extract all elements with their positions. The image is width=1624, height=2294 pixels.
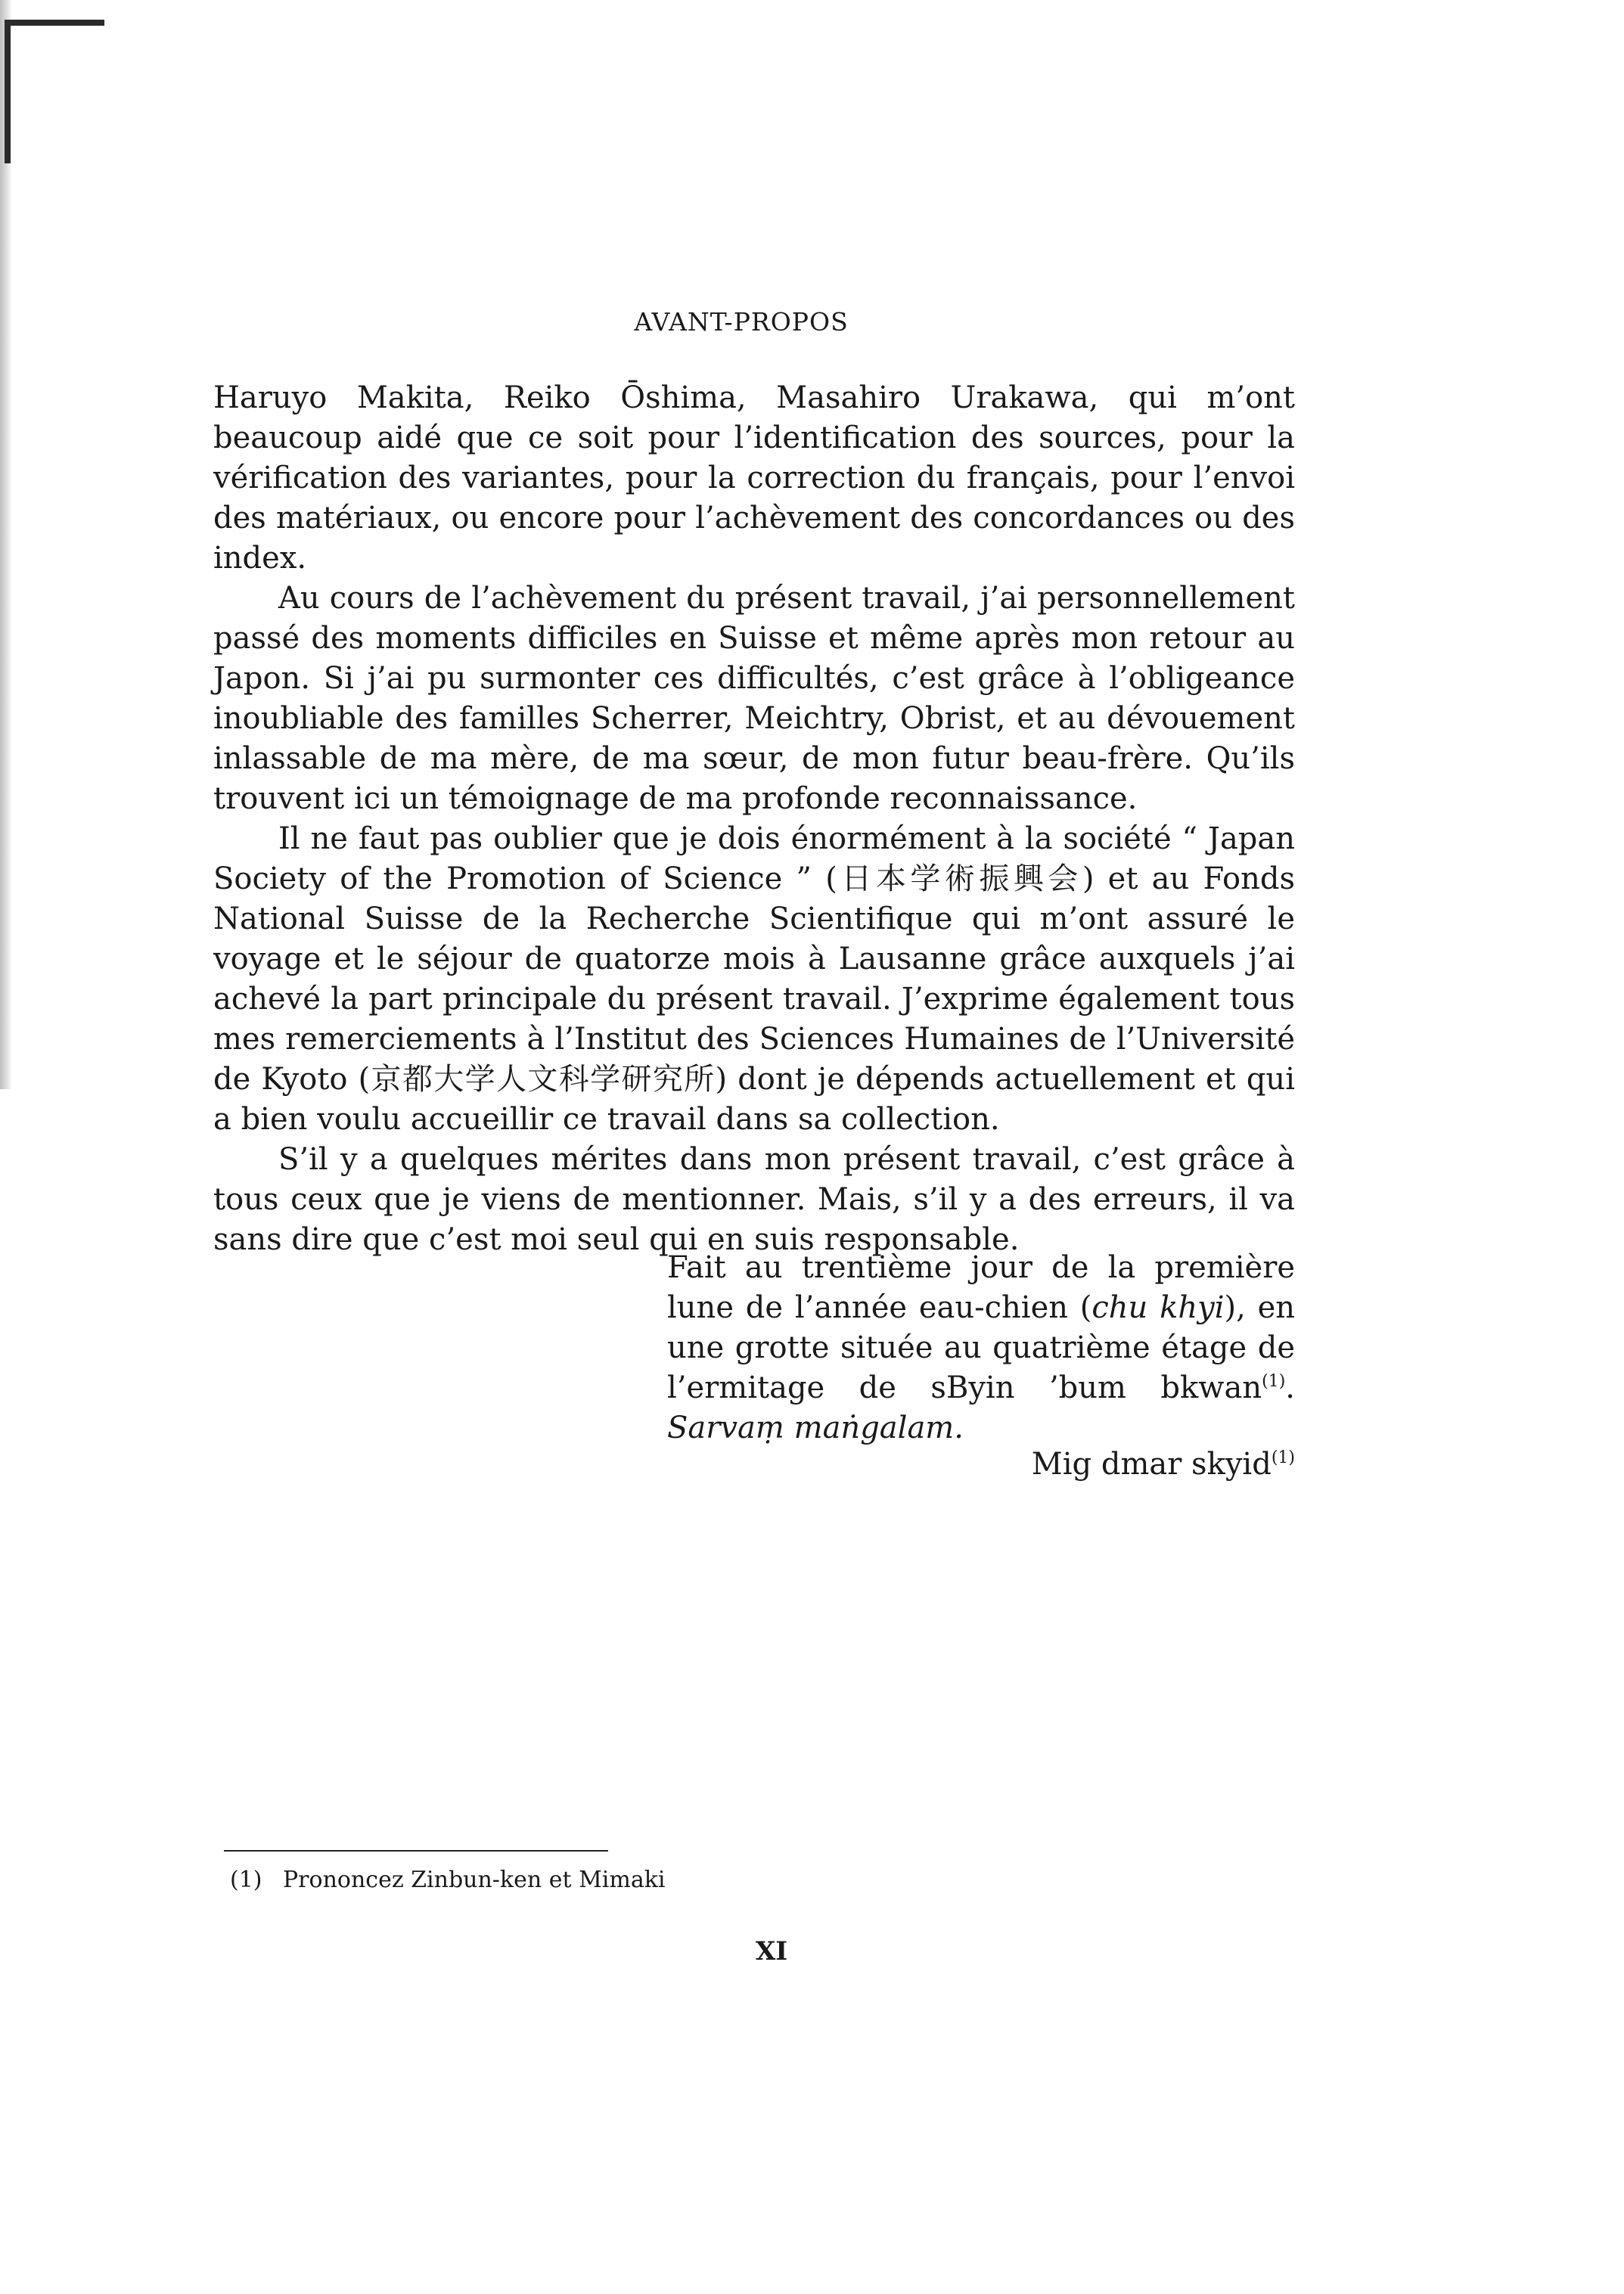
scan-corner-mark xyxy=(5,20,104,26)
scan-edge-shadow xyxy=(0,0,12,1089)
scan-corner-mark-vertical xyxy=(5,20,11,163)
footnote-mark: (1) xyxy=(230,1867,262,1893)
paragraph: Il ne faut pas oublier que je dois énormément à la société “ Japan Society of the Promotion of Science ” (日本学術振興会) et au Fonds National Suisse de la Recherche Scientifique qui m’ont assuré le voyage et le séjour de quatorze mois à Lausanne grâce auxquels j’ai achevé la part principale du présent travail. J’exprime également tous mes remerciements à l’Institut des Sciences Humaines de l’Université de Kyoto (京都大学人文科学研究所) dont je dépends actuellement et qui a bien voulu accueillir ce travail dans sa collection. xyxy=(213,821,1295,1137)
page-number: XI xyxy=(755,1936,788,1967)
footnote-reference[interactable]: (1) xyxy=(1271,1448,1295,1467)
running-title: AVANT-PROPOS xyxy=(634,307,849,337)
body-text xyxy=(213,378,1295,1260)
signature-name: Mig dmar skyid xyxy=(1031,1447,1272,1482)
paragraph: S’il y a quelques mérites dans mon présent travail, c’est grâce à tous ceux que je viens de mentionner. Mais, s’il y a des erreurs, il va sans dire que c’est moi seul qui en suis responsable. xyxy=(213,1142,1295,1257)
footnote-reference[interactable]: (1) xyxy=(1262,1372,1286,1391)
footnote-divider xyxy=(224,1850,608,1852)
footnote-text: Prononcez Zinbun-ken et Mimaki xyxy=(283,1867,666,1893)
signoff-text: Fait au trentième jour de la première lune de l’année eau-chien ( xyxy=(667,1250,1295,1325)
signoff-text: ), en une grotte située au quatrième étage de l’ermitage de sByin ’bum bkwan xyxy=(667,1290,1296,1405)
paragraph: Haruyo Makita, Reiko Ōshima, Masahiro Urakawa, qui m’ont beaucoup aidé que ce soit pour l’identification des sources, pour la vérification des variantes, pour la correction du français, pour l’envoi des matériaux, ou encore pour l’achèvement des concordances ou des index. xyxy=(213,380,1295,576)
paragraph: Au cours de l’achèvement du présent travail, j’ai personnellement passé des moments difficiles en Suisse et même après mon retour au Japon. Si j’ai pu surmonter ces difficultés, c’est grâce à l’obligeance inoubliable des familles Scherrer, Meichtry, Obrist, et au dévouement inlassable de ma mère, de ma sœur, de mon futur beau-frère. Qu’ils trouvent ici un témoignage de ma profonde reconnaissance. xyxy=(213,581,1295,816)
signoff-text: . xyxy=(1285,1371,1295,1405)
footnote xyxy=(230,1865,666,1895)
author-signature xyxy=(667,1445,1295,1485)
year-name: chu khyi xyxy=(1091,1290,1225,1325)
signoff-paragraph xyxy=(667,1248,1295,1448)
closing-blessing: Sarvaṃ maṅgalam. xyxy=(667,1411,964,1445)
